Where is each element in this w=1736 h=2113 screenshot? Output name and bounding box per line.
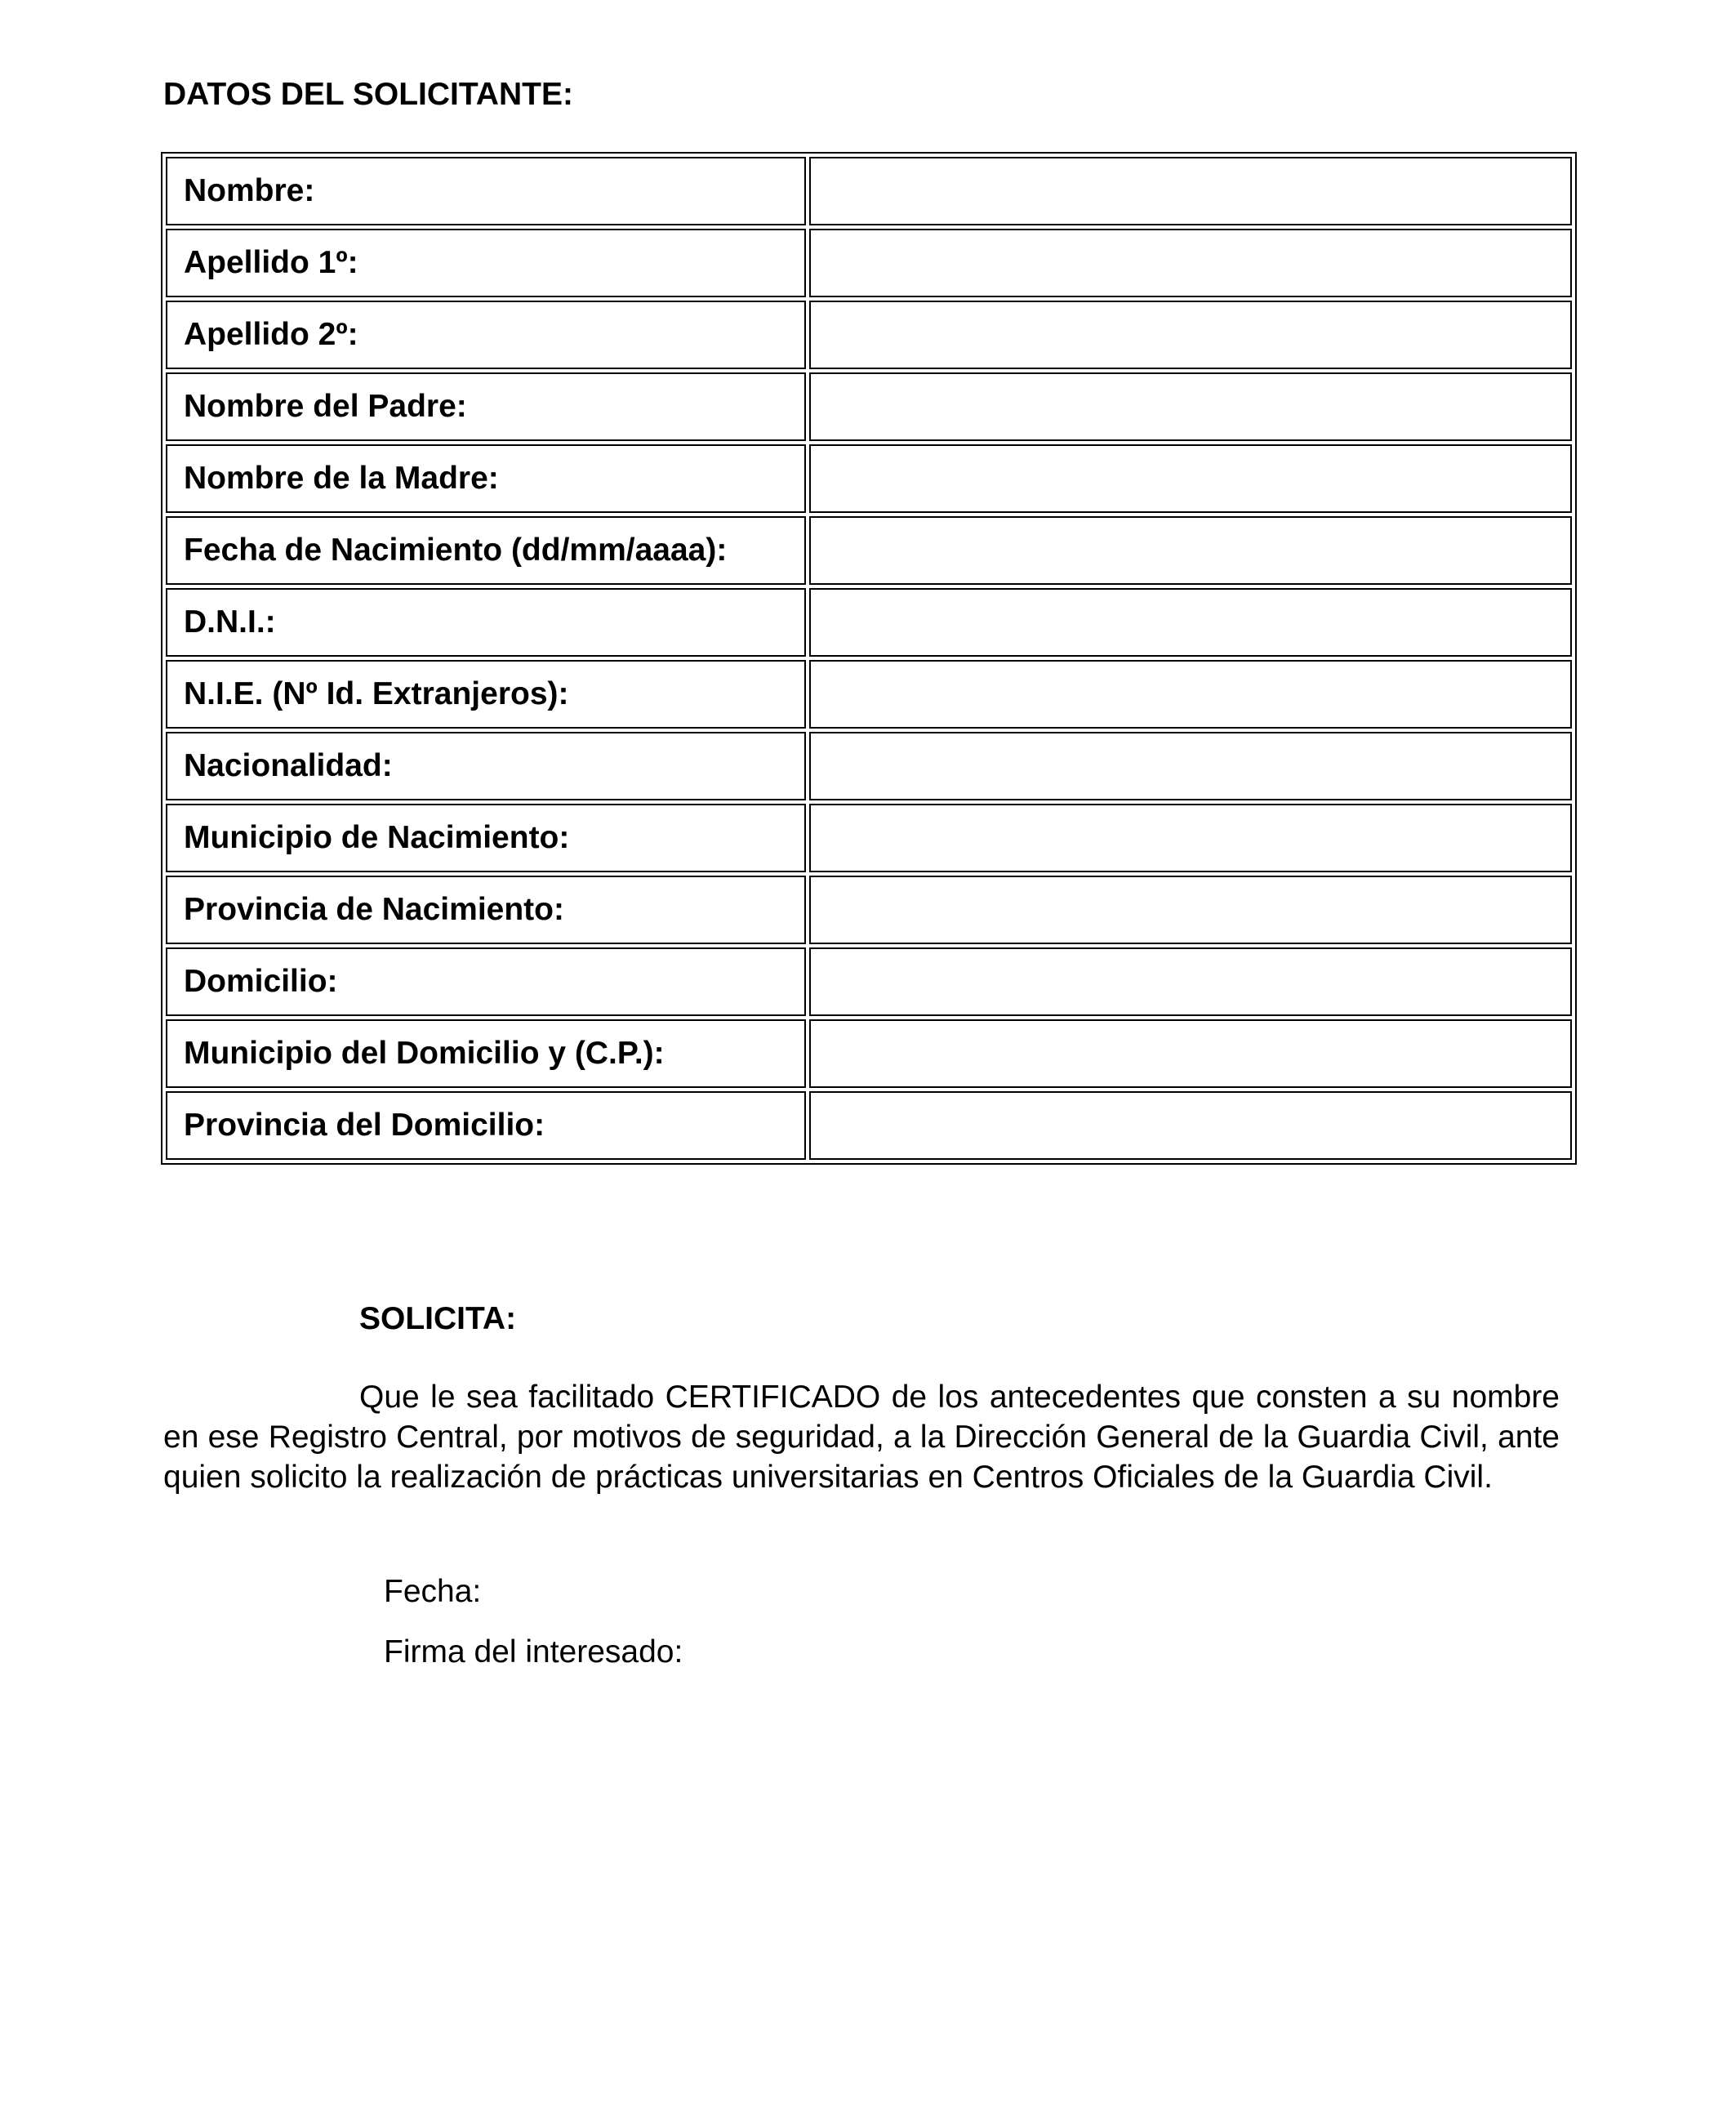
apellido-2-field[interactable] bbox=[811, 302, 1570, 368]
table-row bbox=[166, 229, 1572, 297]
field-label: Domicilio: bbox=[166, 947, 806, 1016]
table-row bbox=[166, 660, 1572, 729]
provincia-nacimiento-field[interactable] bbox=[811, 877, 1570, 943]
field-label: Municipio de Nacimiento: bbox=[166, 804, 806, 872]
field-label: Nombre de la Madre: bbox=[166, 444, 806, 513]
municipio-nacimiento-field[interactable] bbox=[811, 805, 1570, 871]
field-value-cell bbox=[809, 660, 1572, 729]
dni-field[interactable] bbox=[811, 590, 1570, 655]
signature-label: Firma del interesado: bbox=[384, 1634, 683, 1669]
field-label: Provincia de Nacimiento: bbox=[166, 876, 806, 944]
field-value-cell bbox=[809, 588, 1572, 657]
table-row bbox=[166, 157, 1572, 225]
applicant-data-table bbox=[161, 152, 1577, 1165]
field-value-cell bbox=[809, 372, 1572, 441]
table-row bbox=[166, 876, 1572, 944]
nie-field[interactable] bbox=[811, 662, 1570, 727]
table-row bbox=[166, 947, 1572, 1016]
table-row bbox=[166, 1091, 1572, 1160]
field-value-cell bbox=[809, 516, 1572, 585]
field-value-cell bbox=[809, 444, 1572, 513]
field-label: Nacionalidad: bbox=[166, 732, 806, 800]
table-row bbox=[166, 804, 1572, 872]
domicilio-field[interactable] bbox=[811, 949, 1570, 1014]
nombre-field[interactable] bbox=[811, 158, 1570, 224]
field-label: Municipio del Domicilio y (C.P.): bbox=[166, 1019, 806, 1088]
field-value-cell bbox=[809, 732, 1572, 800]
table-row bbox=[166, 732, 1572, 800]
field-value-cell bbox=[809, 876, 1572, 944]
provincia-domicilio-field[interactable] bbox=[811, 1093, 1570, 1158]
section-title: DATOS DEL SOLICITANTE: bbox=[163, 77, 573, 112]
field-value-cell bbox=[809, 229, 1572, 297]
table-row bbox=[166, 588, 1572, 657]
request-body-text: Que le sea facilitado CERTIFICADO de los antecedentes que consten a su nombre en ese Registro Central, por motivos de seguridad, a la Dirección General de la Guardia Civil, ante quien solicito la realización de prácticas universitarias en Centros Oficiales de la Guardia Civil. bbox=[163, 1380, 1560, 1495]
table-row bbox=[166, 516, 1572, 585]
table-row bbox=[166, 444, 1572, 513]
request-heading: SOLICITA: bbox=[359, 1301, 517, 1336]
field-label: Apellido 1º: bbox=[166, 229, 806, 297]
date-label: Fecha: bbox=[384, 1574, 482, 1609]
nombre-padre-field[interactable] bbox=[811, 374, 1570, 439]
table-row bbox=[166, 1019, 1572, 1088]
field-label: N.I.E. (Nº Id. Extranjeros): bbox=[166, 660, 806, 729]
field-value-cell bbox=[809, 1091, 1572, 1160]
field-label: D.N.I.: bbox=[166, 588, 806, 657]
field-value-cell bbox=[809, 804, 1572, 872]
field-value-cell bbox=[809, 947, 1572, 1016]
fecha-nacimiento-field[interactable] bbox=[811, 518, 1570, 583]
table-row bbox=[166, 301, 1572, 369]
field-label: Provincia del Domicilio: bbox=[166, 1091, 806, 1160]
table-row bbox=[166, 372, 1572, 441]
apellido-1-field[interactable] bbox=[811, 230, 1570, 296]
nombre-madre-field[interactable] bbox=[811, 446, 1570, 511]
field-label: Nombre del Padre: bbox=[166, 372, 806, 441]
field-value-cell bbox=[809, 1019, 1572, 1088]
field-label: Fecha de Nacimiento (dd/mm/aaaa): bbox=[166, 516, 806, 585]
field-value-cell bbox=[809, 301, 1572, 369]
nacionalidad-field[interactable] bbox=[811, 733, 1570, 799]
field-label: Apellido 2º: bbox=[166, 301, 806, 369]
municipio-domicilio-field[interactable] bbox=[811, 1021, 1570, 1086]
field-value-cell bbox=[809, 157, 1572, 225]
field-label: Nombre: bbox=[166, 157, 806, 225]
